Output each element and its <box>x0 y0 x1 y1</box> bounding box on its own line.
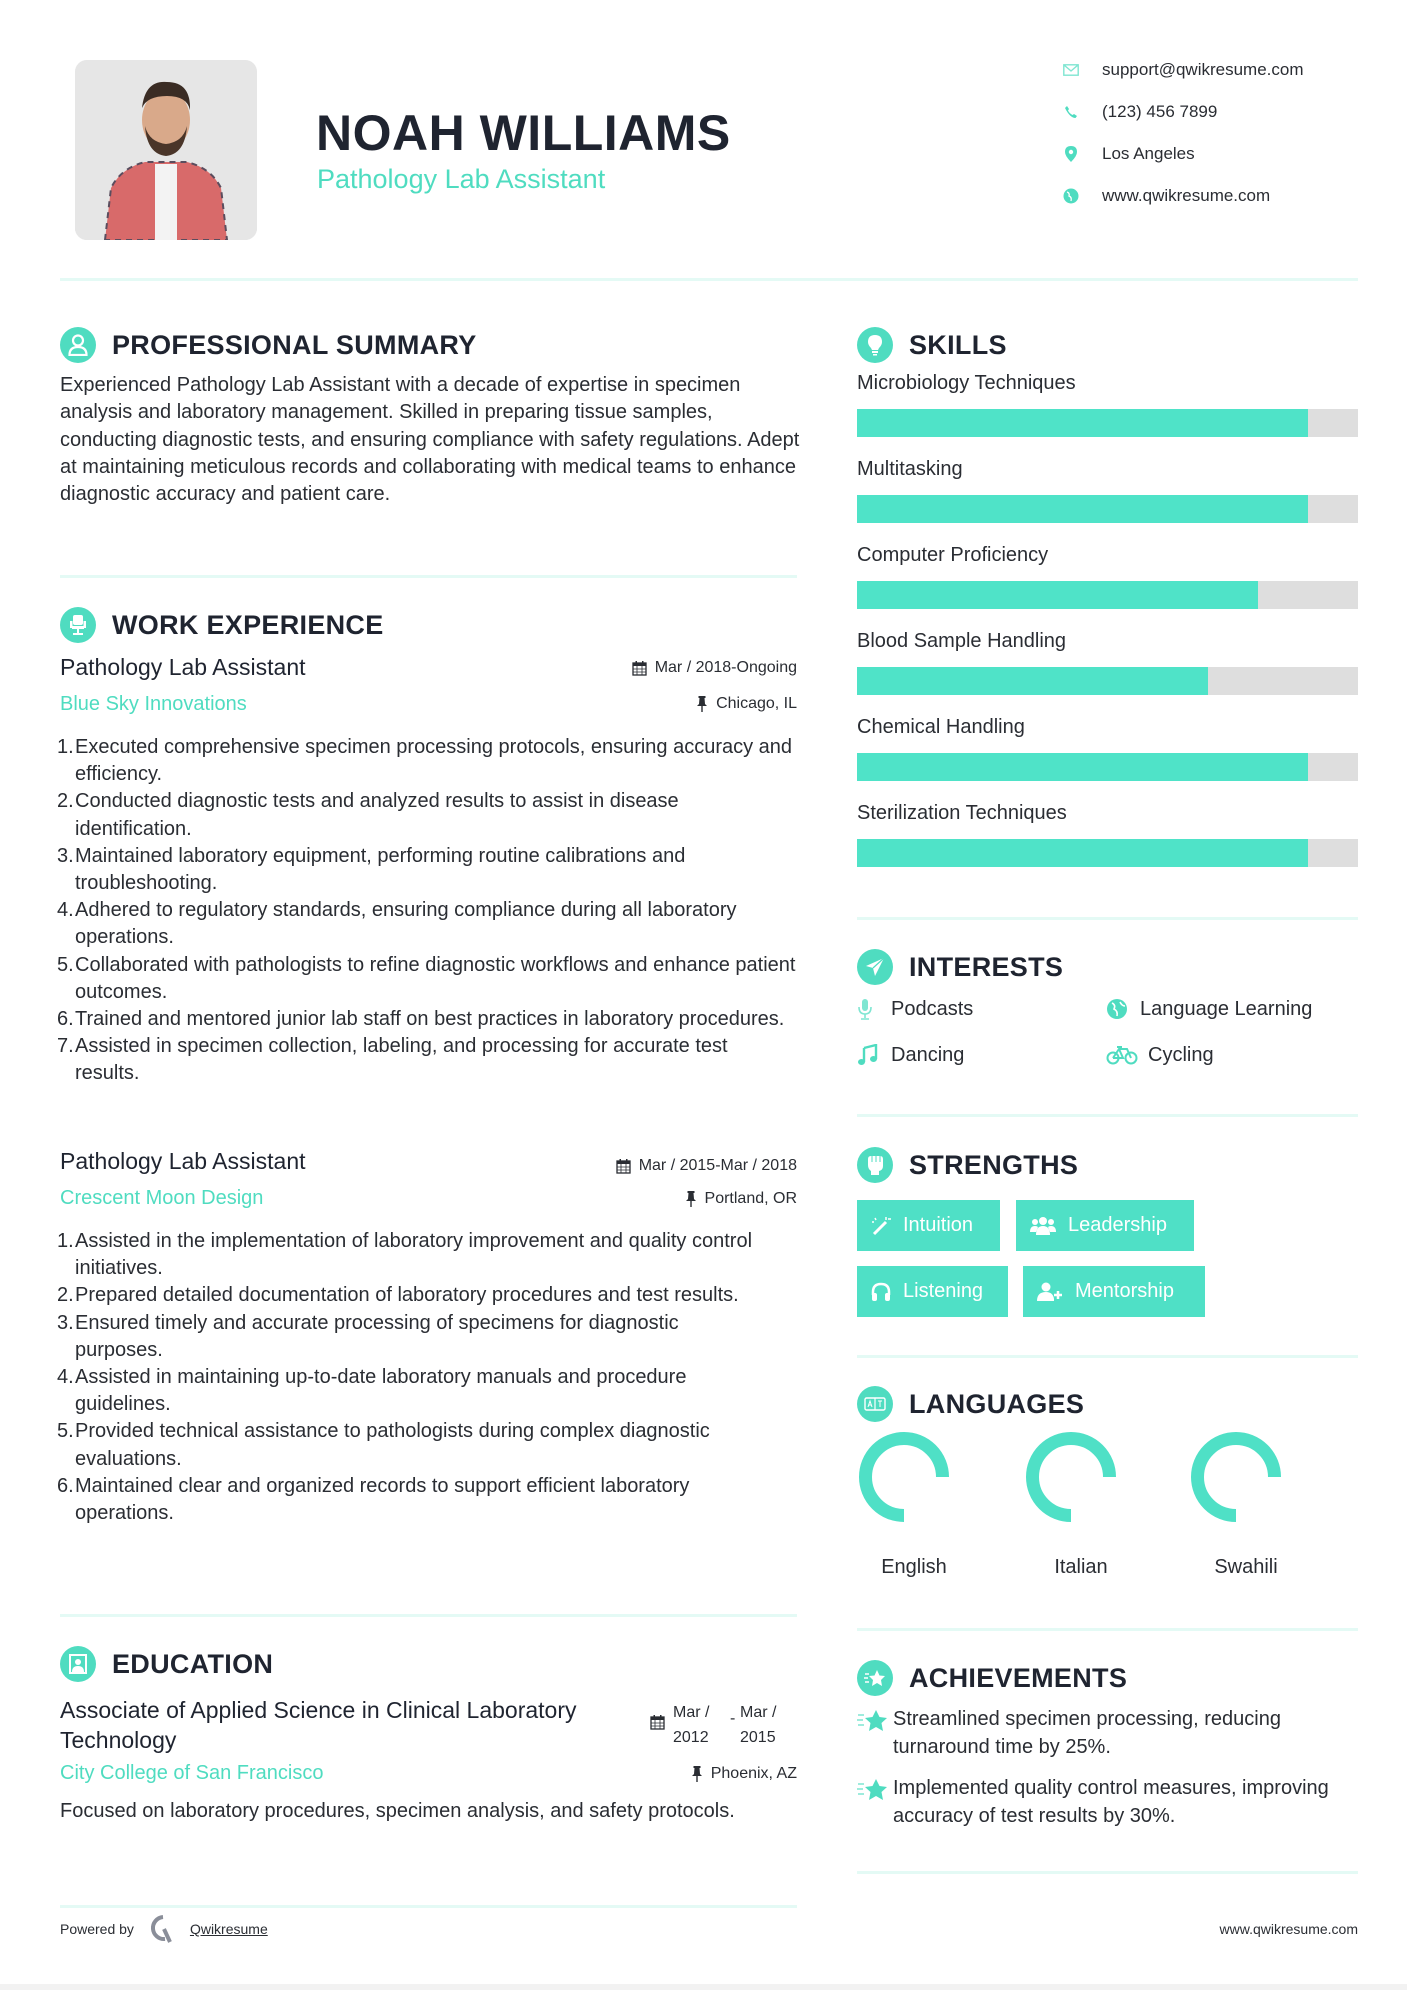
experience-heading: WORK EXPERIENCE <box>60 605 384 645</box>
contact-location <box>1062 142 1195 166</box>
summary-text: Experienced Pathology Lab Assistant with a decade of expertise in specimen analysis and laboratory management. Skilled in preparing tissue samples, conducting diagnostic tests, and ensuring compliance with safety regulations. Adept at maintaining meticulous records and collaborating with medical teams to enhance diagnostic accuracy and patient care. <box>60 374 800 506</box>
language-label: Italian <box>1054 1556 1108 1578</box>
skill-bar-fill <box>857 409 1308 437</box>
strength-chip: Leadership <box>1016 1200 1194 1251</box>
strength-chip: Mentorship <box>1023 1266 1205 1317</box>
skill-item <box>857 802 1358 888</box>
education-location: Phoenix, AZ <box>691 1765 797 1783</box>
job-location: Portland, OR <box>685 1190 797 1208</box>
strengths-heading: STRENGTHS <box>857 1145 1078 1185</box>
map-pin-icon <box>1062 145 1080 163</box>
list-item: 4. Assisted in maintaining up-to-date laboratory manuals and procedure guidelines. <box>57 1366 687 1416</box>
job-duties-list <box>57 734 797 1088</box>
skill-item <box>857 716 1358 802</box>
language-item <box>1026 1432 1116 1527</box>
list-item: 6. Trained and mentored junior lab staff on best practices in laboratory procedures. <box>57 1008 785 1031</box>
microphone-icon <box>857 997 883 1021</box>
achievement-item: Implemented quality control measures, improving accuracy of test results by 30%. <box>857 1775 1358 1830</box>
skills-divider <box>857 917 1358 920</box>
skill-bar <box>857 667 1358 695</box>
translate-icon <box>857 1386 893 1422</box>
skill-bar <box>857 409 1358 437</box>
list-item: 1. Executed comprehensive specimen processing protocols, ensuring accuracy and efficiency. <box>57 736 793 786</box>
company-name: Blue Sky Innovations <box>60 693 247 715</box>
skill-item <box>857 458 1358 544</box>
skill-label: Chemical Handling <box>857 716 1025 738</box>
skills-heading: SKILLS <box>857 325 1007 365</box>
skill-item <box>857 544 1358 630</box>
candidate-name: NOAH WILLIAMS <box>316 105 731 161</box>
lightbulb-icon <box>857 327 893 363</box>
language-label: English <box>881 1556 947 1578</box>
strengths-divider <box>857 1355 1358 1358</box>
contact-phone-text: (123) 456 7899 <box>1102 102 1218 121</box>
contact-email-text: support@qwikresume.com <box>1102 60 1304 79</box>
summary-heading: PROFESSIONAL SUMMARY <box>60 325 477 365</box>
contact-website[interactable] <box>1062 184 1270 208</box>
achievements-heading: ACHIEVEMENTS <box>857 1658 1127 1698</box>
profile-photo <box>75 60 257 240</box>
star-icon <box>857 1706 893 1761</box>
calendar-icon <box>632 660 647 676</box>
summary-divider <box>60 575 797 578</box>
office-chair-icon <box>60 607 96 643</box>
contact-location-text: Los Angeles <box>1102 144 1195 163</box>
list-item: 2. Prepared detailed documentation of laboratory procedures and test results. <box>57 1284 739 1307</box>
language-item <box>1191 1432 1281 1527</box>
contact-phone[interactable] <box>1062 100 1217 124</box>
paper-plane-icon <box>857 949 893 985</box>
skill-bar <box>857 495 1358 523</box>
education-heading: EDUCATION <box>60 1644 273 1684</box>
pushpin-icon <box>691 1766 703 1782</box>
list-item: 7. Assisted in specimen collection, labeling, and processing for accurate test results. <box>57 1035 728 1085</box>
skill-bar <box>857 839 1358 867</box>
avatar <box>75 60 257 240</box>
skill-bar <box>857 581 1358 609</box>
interest-item: Podcasts <box>857 997 973 1021</box>
header-divider <box>60 278 1358 281</box>
skill-bar-fill <box>857 495 1308 523</box>
skill-label: Microbiology Techniques <box>857 372 1076 394</box>
skill-label: Multitasking <box>857 458 963 480</box>
interests-heading: INTERESTS <box>857 947 1063 987</box>
page-bottom-edge <box>0 1984 1407 1990</box>
education-dates: Mar / 2012 - Mar / 2015 <box>650 1700 798 1750</box>
job-location: Chicago, IL <box>696 695 797 713</box>
languages-heading: LANGUAGES <box>857 1384 1084 1424</box>
skill-bar-fill <box>857 753 1308 781</box>
interests-divider <box>857 1114 1358 1117</box>
footer-website[interactable]: www.qwikresume.com <box>1219 1921 1358 1937</box>
job-title: Pathology Lab Assistant <box>60 654 306 680</box>
phone-icon <box>1062 103 1080 121</box>
list-item: 1. Assisted in the implementation of laboratory improvement and quality control initiatives. <box>57 1230 753 1280</box>
user-icon <box>60 327 96 363</box>
calendar-icon <box>616 1158 631 1174</box>
list-item: 5. Provided technical assistance to pathologists during complex diagnostic evaluations. <box>57 1420 710 1470</box>
job-dates: Mar / 2015-Mar / 2018 <box>616 1157 797 1175</box>
skill-bar-fill <box>857 667 1208 695</box>
skill-label: Sterilization Techniques <box>857 802 1067 824</box>
language-progress-ring <box>1191 1432 1281 1522</box>
list-item: 3. Ensured timely and accurate processing of specimens for diagnostic purposes. <box>57 1311 679 1361</box>
skill-item <box>857 630 1358 716</box>
languages-divider <box>857 1628 1358 1631</box>
strength-chip: Intuition <box>857 1200 1000 1251</box>
user-plus-icon <box>1037 1282 1063 1302</box>
pushpin-icon <box>685 1191 697 1207</box>
headphones-icon <box>871 1282 891 1302</box>
globe-icon <box>1106 997 1132 1021</box>
language-progress-ring <box>859 1432 949 1522</box>
list-item: 4. Adhered to regulatory standards, ensuring compliance during all laboratory operations. <box>57 899 737 949</box>
education-start-date: Mar / 2012 <box>673 1704 710 1746</box>
interest-item: Cycling <box>1106 1043 1214 1067</box>
education-description: Focused on laboratory procedures, specimen analysis, and safety protocols. <box>60 1800 735 1822</box>
graduate-icon <box>60 1646 96 1682</box>
achievement-item: Streamlined specimen processing, reducing turnaround time by 25%. <box>857 1706 1358 1761</box>
star-badge-icon <box>857 1660 893 1696</box>
skill-bar-fill <box>857 839 1308 867</box>
education-end-date: Mar / 2015 <box>740 1704 777 1746</box>
language-progress-ring <box>1026 1432 1116 1522</box>
strength-chip: Listening <box>857 1266 1008 1317</box>
qwikresume-logo-icon <box>150 1915 176 1943</box>
interest-item: Dancing <box>857 1043 964 1067</box>
list-item: 6. Maintained clear and organized records to support efficient laboratory operations. <box>57 1474 690 1525</box>
job-title: Pathology Lab Assistant <box>60 1148 306 1174</box>
school-name: City College of San Francisco <box>60 1762 324 1784</box>
qwikresume-link[interactable]: Qwikresume <box>189 1921 268 1937</box>
music-note-icon <box>857 1043 883 1067</box>
bicycle-icon <box>1106 1043 1140 1067</box>
envelope-icon <box>1062 61 1080 79</box>
magic-wand-icon <box>871 1216 891 1236</box>
skill-item <box>857 372 1358 458</box>
interest-item: Language Learning <box>1106 997 1312 1021</box>
skills-list <box>857 372 1358 888</box>
powered-by: Powered by Qwikresume <box>60 1916 268 1942</box>
achievements-divider <box>857 1871 1358 1874</box>
users-icon <box>1030 1216 1056 1236</box>
calendar-icon <box>650 1714 665 1730</box>
globe-icon <box>1062 187 1080 205</box>
skill-bar-fill <box>857 581 1258 609</box>
fist-icon <box>857 1147 893 1183</box>
language-item <box>859 1432 949 1527</box>
list-item: 2. Conducted diagnostic tests and analyzed results to assist in disease identification. <box>57 790 679 840</box>
job-duties-list <box>57 1228 757 1527</box>
job-dates: Mar / 2018-Ongoing <box>632 659 797 677</box>
skill-label: Blood Sample Handling <box>857 630 1067 652</box>
contact-website-text: www.qwikresume.com <box>1102 186 1271 205</box>
contact-email[interactable] <box>1062 58 1304 82</box>
footer-divider <box>60 1905 797 1908</box>
skill-label: Computer Proficiency <box>857 544 1049 566</box>
pushpin-icon <box>696 696 708 712</box>
company-name: Crescent Moon Design <box>60 1187 264 1209</box>
degree-title: Associate of Applied Science in Clinical Laboratory Technology <box>60 1697 577 1753</box>
list-item: 3. Maintained laboratory equipment, performing routine calibrations and troubleshooting. <box>57 844 686 895</box>
skill-bar <box>857 753 1358 781</box>
experience-divider <box>60 1614 797 1617</box>
candidate-title: Pathology Lab Assistant <box>317 164 606 194</box>
list-item: 5. Collaborated with pathologists to refine diagnostic workflows and enhance patient outcomes. <box>57 953 796 1003</box>
star-icon <box>857 1775 893 1830</box>
language-label: Swahili <box>1214 1556 1278 1578</box>
